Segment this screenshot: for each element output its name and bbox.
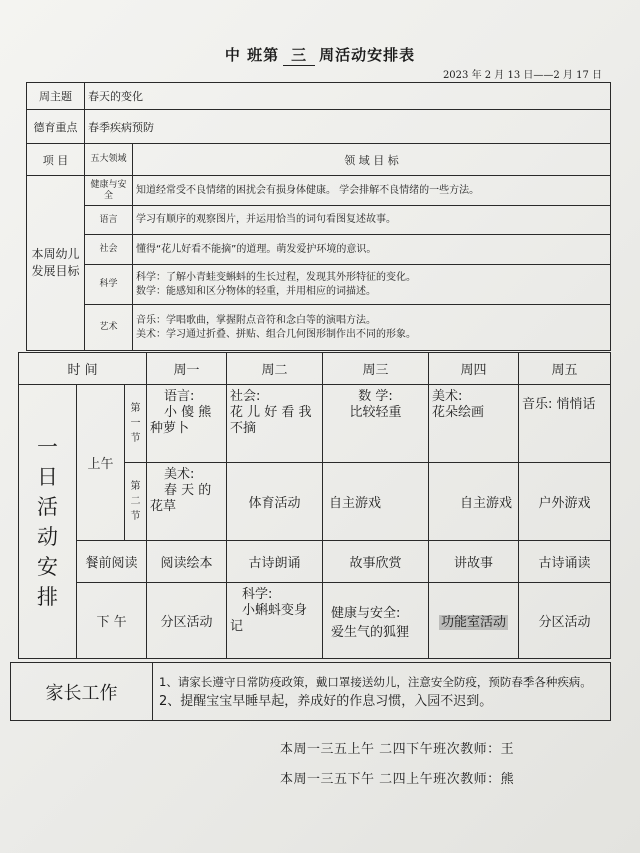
- day-header: 周四: [429, 353, 519, 385]
- col-project: 项 目: [27, 144, 85, 176]
- parents-line: 1、请家长遵守日常防疫政策，戴口罩接送幼儿，注意安全防疫，预防春季各种疾病。: [159, 674, 592, 689]
- goal-row: [27, 206, 611, 235]
- goal-domain: 健康与安全: [85, 176, 133, 206]
- activity-line: 春 天 的: [164, 483, 212, 498]
- col-target: 领 域 目 标: [133, 144, 611, 176]
- activity-cell: 体育活动: [227, 463, 323, 541]
- activity-cell: [227, 583, 323, 659]
- activity-cell: 古诗诵读: [519, 541, 611, 583]
- date-range: 2023 年 2 月 13 日——2 月 17 日: [442, 70, 602, 81]
- goal-domain: 社会: [85, 235, 133, 265]
- period2-label: 第二节: [125, 463, 147, 541]
- schedule-section-label: [19, 385, 77, 659]
- goal-line: 音乐：学唱歌曲，掌握附点音符和念白等的演唱方法。: [136, 314, 376, 326]
- activity-cell: 古诗朗诵: [227, 541, 323, 583]
- activity-line: 爱生气的狐狸: [331, 624, 410, 640]
- activity-cell: 户外游戏: [519, 463, 611, 541]
- activity-cell: [323, 385, 429, 463]
- schedule-table: [18, 352, 611, 659]
- parents-line: 2、提醒宝宝早睡早起，养成好的作息习惯，入园不迟到。: [159, 693, 493, 709]
- activity-cell: 分区活动: [147, 583, 227, 659]
- teacher-signature-line: 本周一三五上午 二四下午班次教师：王: [280, 742, 515, 757]
- goal-row: [27, 265, 611, 305]
- goal-line: 科学：了解小青蛙变蝌蚪的生长过程，发现其外形特征的变化。: [136, 271, 416, 283]
- period1-label: 第一节: [125, 385, 147, 463]
- activity-cell: 自主游戏: [323, 463, 429, 541]
- activity-cell: 自主游戏: [429, 463, 519, 541]
- day-header: 周一: [147, 353, 227, 385]
- activity-line: 社会:: [230, 389, 261, 404]
- activity-cell: [429, 385, 519, 463]
- day-header: 周二: [227, 353, 323, 385]
- activity-cell: [323, 583, 429, 659]
- moral-row: [27, 110, 611, 144]
- period1-row: [19, 385, 611, 463]
- goal-row: [27, 305, 611, 351]
- goals-section-label: 本周幼儿发展目标: [27, 176, 85, 351]
- parents-text: [153, 663, 611, 721]
- parents-table: [10, 662, 611, 721]
- activity-line: 小蝌蚪变身: [242, 603, 308, 618]
- activity-line: 小 傻 熊: [164, 405, 212, 420]
- goals-table: [26, 82, 611, 351]
- activity-line: 种萝卜: [150, 421, 190, 436]
- activity-cell: 讲故事: [429, 541, 519, 583]
- title-right: 周活动安排表: [319, 46, 416, 64]
- premeal-row: [19, 541, 611, 583]
- activity-cell: 分区活动: [519, 583, 611, 659]
- goal-row: [27, 235, 611, 265]
- activity-cell: [429, 583, 519, 659]
- goal-text: [133, 305, 611, 351]
- goal-text: 学习有顺序的观察图片，并运用恰当的词句看图复述故事。: [133, 206, 611, 235]
- goal-line: 美术：学习通过折叠、拼贴、组合几何图形制作出不同的形象。: [136, 328, 416, 340]
- theme-row: [27, 83, 611, 110]
- theme-label: 周主题: [27, 83, 85, 110]
- schedule-section-text: 一日活动安排: [37, 434, 58, 609]
- activity-line: 音乐: 悄悄话: [522, 397, 596, 412]
- moral-value: 春季疾病预防: [85, 110, 611, 144]
- teacher-signature-line: 本周一三五下午 二四上午班次教师：熊: [280, 772, 515, 787]
- activity-cell: 阅读绘本: [147, 541, 227, 583]
- activity-cell: [147, 385, 227, 463]
- afternoon-row: [19, 583, 611, 659]
- col-domains: 五大领域: [85, 144, 133, 176]
- page-title: [0, 44, 640, 66]
- morning-label: 上午: [77, 385, 125, 541]
- afternoon-label: 下 午: [77, 583, 147, 659]
- activity-cell: [147, 463, 227, 541]
- activity-line: 语言:: [164, 389, 195, 404]
- day-header: 周五: [519, 353, 611, 385]
- activity-line: 记: [230, 619, 244, 634]
- parents-row: [11, 663, 611, 721]
- activity-line: 数 学:: [358, 389, 393, 404]
- activity-line: 美术:: [164, 467, 195, 482]
- goal-line: 数学：能感知和区分物体的轻重，并用相应的词描述。: [136, 285, 376, 297]
- activity-cell: [519, 385, 611, 463]
- goal-text: 知道经常受不良情绪的困扰会有损身体健康。 学会排解不良情绪的一些方法。: [133, 176, 611, 206]
- goals-header-row: [27, 144, 611, 176]
- activity-line: 不摘: [230, 421, 257, 436]
- parents-label: 家长工作: [11, 663, 153, 721]
- activity-cell: 故事欣赏: [323, 541, 429, 583]
- goal-domain: 艺术: [85, 305, 133, 351]
- theme-value: 春天的变化: [85, 83, 611, 110]
- activity-line: 科学:: [242, 587, 273, 602]
- goal-row: [27, 176, 611, 206]
- goal-text: [133, 265, 611, 305]
- moral-label: 德育重点: [27, 110, 85, 144]
- day-header: 周三: [323, 353, 429, 385]
- goal-text: 懂得“花儿好看不能摘”的道理。萌发爱护环境的意识。: [133, 235, 611, 265]
- premeal-label: 餐前阅读: [77, 541, 147, 583]
- week-number: 三: [283, 44, 315, 66]
- schedule-header-row: [19, 353, 611, 385]
- activity-line: 健康与安全:: [331, 605, 401, 621]
- goal-domain: 语言: [85, 206, 133, 235]
- activity-line: 花草: [150, 499, 177, 514]
- activity-line: 美术:: [432, 389, 463, 404]
- activity-cell: [227, 385, 323, 463]
- activity-line: 比较轻重: [349, 405, 402, 420]
- title-left: 中 班第: [224, 46, 280, 64]
- highlighted-activity: 功能室活动: [441, 615, 507, 630]
- time-label: 时 间: [19, 353, 147, 385]
- activity-line: 花朵绘画: [432, 405, 485, 420]
- activity-line: 花 儿 好 看 我: [230, 405, 312, 420]
- goal-domain: 科学: [85, 265, 133, 305]
